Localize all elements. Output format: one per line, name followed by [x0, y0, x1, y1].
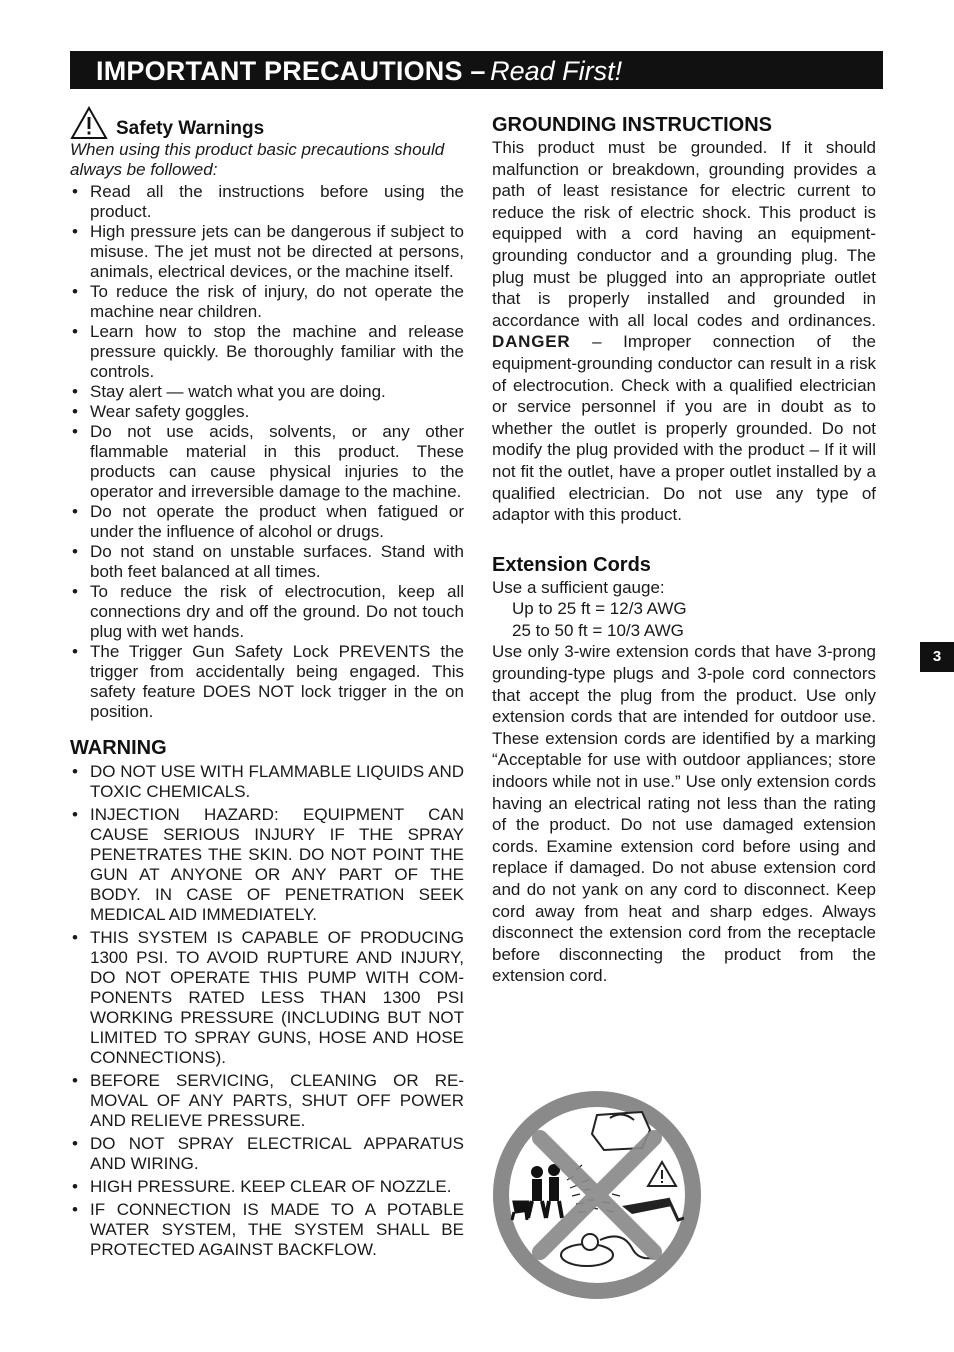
warning-list: [70, 762, 464, 1260]
page-number-tab: 3: [920, 642, 954, 672]
extension-cords-heading: Extension Cords: [492, 553, 651, 576]
list-item: • Wear safety goggles.: [70, 402, 464, 422]
header-title-italic: Read First!: [490, 56, 623, 86]
extension-intro: Use a sufficient gauge:: [492, 577, 665, 597]
list-item: • HIGH PRESSURE. KEEP CLEAR OF NOZZLE.: [70, 1177, 464, 1197]
list-item: • Do not operate the product when fatigued or under the influence of alcohol or drugs.: [70, 502, 464, 542]
extension-body: Use only 3-wire extension cords that have 3-prong grounding-type plugs and 3-pole cord connectors that accept the plug from the product. Use only extension cords that are intended for outdoor use. These extension cords are identified by a marking “Acceptable for use with outdoor appliances; store indoors while not in use.” Use only extension cords having an electrical rating not less than the rating of the product. Do not use damaged extension cords. Examine extension cord before using and replace if damaged. Do not abuse extension cord and do not yank on any cord to disconnect. Keep cord away from heat and sharp edges. Always disconnect the extension cord from the receptacle before disconnecting the product from the extension cord.: [492, 642, 876, 986]
list-item: • Read all the instructions before using the product.: [70, 182, 464, 222]
left-column: [70, 108, 464, 1263]
header-title-bold: IMPORTANT PRECAUTIONS –: [96, 56, 486, 86]
list-item: • BEFORE SERVICING, CLEANING OR RE-MOVAL OF ANY PARTS, SHUT OFF POWER AND RELIEVE PRESSURE.: [70, 1071, 464, 1131]
safety-intro: When using this product basic precautions should always be followed:: [70, 140, 445, 179]
list-item: • The Trigger Gun Safety Lock PREVENTS the trigger from accidentally being engaged. This safety feature DOES NOT lock trigger in the on position.: [70, 642, 464, 722]
safety-warnings-heading: Safety Warnings: [116, 118, 265, 139]
safety-list: [70, 182, 464, 722]
list-item: • IF CONNECTION IS MADE TO A POTABLE WATER SYSTEM, THE SYSTEM SHALL BE PROTECTED AGAINST BACKFLOW.: [70, 1200, 464, 1260]
list-item: • To reduce the risk of injury, do not operate the machine near children.: [70, 282, 464, 322]
page-header-banner: [70, 51, 883, 89]
list-item: • To reduce the risk of electrocution, keep all connections dry and off the ground. Do not touch plug with wet hands.: [70, 582, 464, 642]
no-spraying-people-animals-electrical-icon: [492, 1090, 702, 1300]
gauge-line-1: Up to 25 ft = 12/3 AWG: [512, 599, 687, 619]
list-item: • Learn how to stop the machine and release pressure quickly. Be thoroughly familiar with the controls.: [70, 322, 464, 382]
list-item: • THIS SYSTEM IS CAPABLE OF PRODUCING 1300 PSI. TO AVOID RUPTURE AND INJURY, DO NOT OPERATE THIS PUMP WITH COM-PONENTS RATED LESS THAN 1300 PSI WORKING PRESSURE (INCLUDING BUT NOT LIMITED TO SPRAY GUNS, HOSE AND HOSE CONNECTIONS).: [70, 928, 464, 1068]
gauge-line-2: 25 to 50 ft = 10/3 AWG: [512, 620, 684, 640]
danger-label: DANGER: [492, 332, 571, 352]
grounding-heading: GROUNDING INSTRUCTIONS: [492, 114, 772, 136]
safety-warnings-header: [70, 108, 464, 140]
danger-text: – Improper connection of the equipment-grounding conductor can result in a risk of electrocution. Check with a qualified electrician or service personnel if you are in doubt as to whether the outlet is properly grounded. Do not modify the plug provided with the product – If it will not fit the outlet, have a proper outlet installed by a qualified electrician. Do not use any type of adaptor with this product.: [492, 332, 876, 525]
grounding-body-text: This product must be grounded. If it should malfunction or breakdown, grounding provides a path of least resistance for electric current to reduce the risk of electric shock. This product is equipped with a cord having an equipment-grounding conductor and a grounding plug. The plug must be plugged into an appropriate outlet that is properly installed and grounded in accordance with all local codes and ordinances.: [492, 138, 876, 330]
warning-heading: WARNING: [70, 737, 167, 759]
list-item: • Stay alert — watch what you are doing.: [70, 382, 464, 402]
list-item: • DO NOT SPRAY ELECTRICAL APPARATUS AND WIRING.: [70, 1134, 464, 1174]
warning-triangle-icon: [70, 106, 108, 140]
list-item: • Do not use acids, solvents, or any other flammable material in this product. These products can cause physical injuries to the operator and irreversible damage to the machine.: [70, 422, 464, 502]
grounding-body: [492, 137, 876, 526]
list-item: • INJECTION HAZARD: EQUIPMENT CAN CAUSE SERIOUS INJURY IF THE SPRAY PENETRATES THE SKIN. DO NOT POINT THE GUN AT ANYONE OR ANY PART OF THE BODY. IN CASE OF PENETRATION SEEK MEDICAL AID IMMEDIATELY.: [70, 805, 464, 925]
list-item: • Do not stand on unstable surfaces. Stand with both feet balanced at all times.: [70, 542, 464, 582]
list-item: • DO NOT USE WITH FLAMMABLE LIQUIDS AND TOXIC CHEMICALS.: [70, 762, 464, 802]
list-item: • High pressure jets can be dangerous if subject to misuse. The jet must not be directed at persons, animals, electrical devices, or the machine itself.: [70, 222, 464, 282]
right-column: [492, 113, 876, 987]
